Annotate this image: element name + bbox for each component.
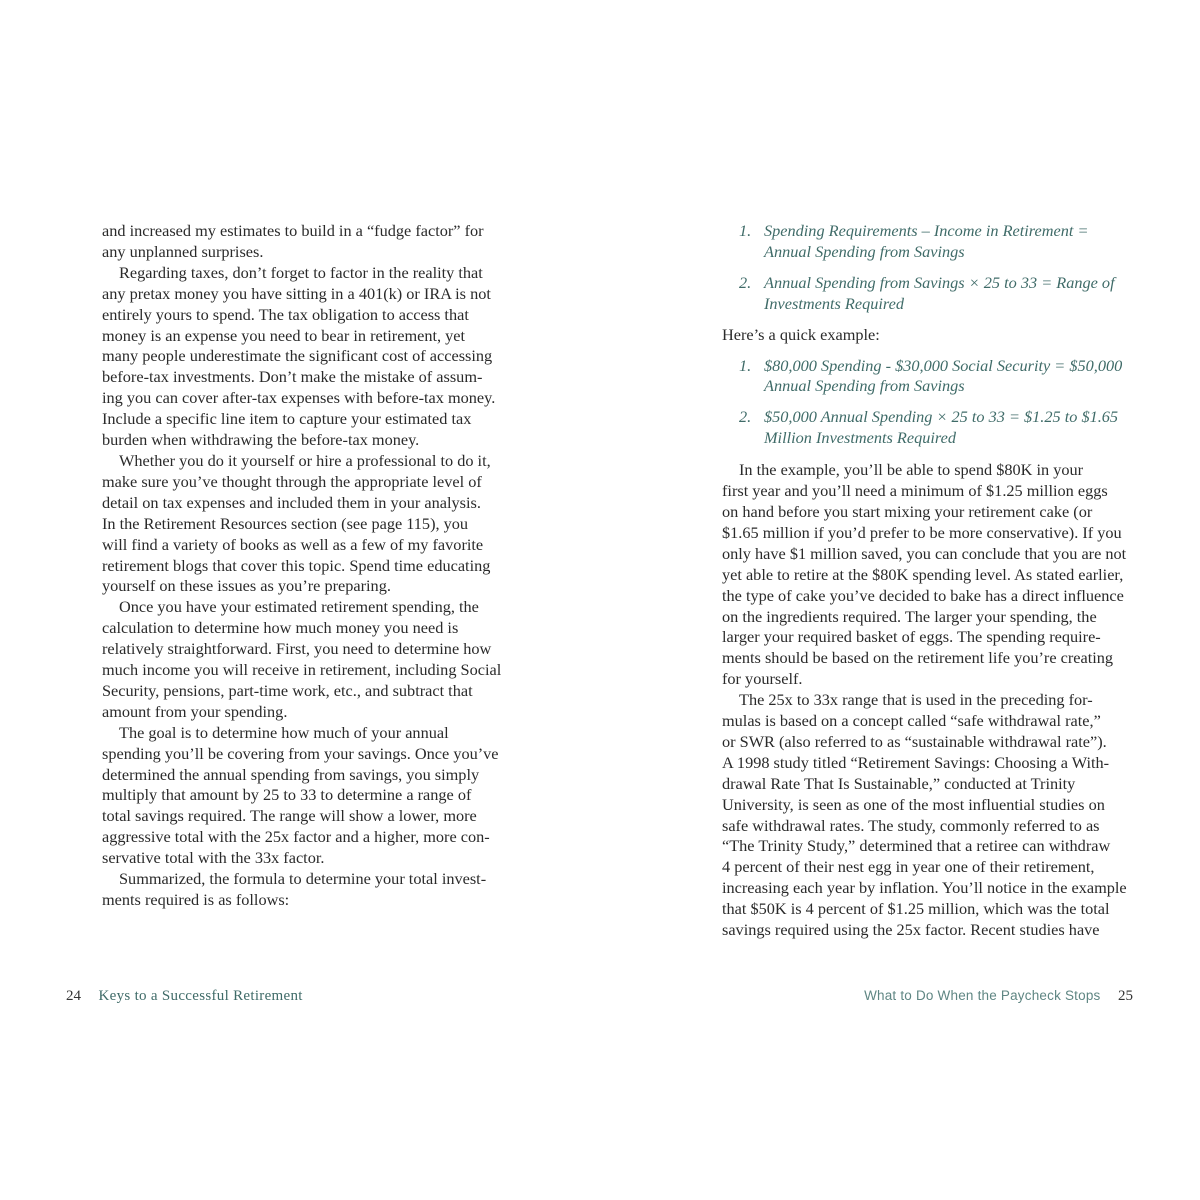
text-line: many people underestimate the significant cost of accessing: [102, 346, 493, 366]
example-item: [722, 356, 1134, 398]
text-line: safe withdrawal rates. The study, commonly referred to as: [722, 815, 1100, 835]
text-line: savings required using the 25x factor. Recent studies have: [722, 920, 1100, 940]
text-line: University, is seen as one of the most influential studies on: [722, 794, 1105, 814]
text-line: servative total with the 33x factor.: [102, 848, 325, 868]
text-line: mulas is based on a concept called “safe withdrawal rate,”: [722, 711, 1101, 731]
text-line: “The Trinity Study,” determined that a retiree can withdraw: [722, 836, 1111, 856]
text-line: amount from your spending.: [102, 701, 288, 721]
text-line: Once you have your estimated retirement spending, the: [119, 597, 479, 617]
text-line: Million Investments Required: [764, 428, 957, 448]
text-line: yet able to retire at the $80K spending level. As stated earlier,: [722, 564, 1124, 584]
text-line: ments should be based on the retirement life you’re creating: [722, 648, 1114, 668]
page-number: 25: [1118, 988, 1133, 1004]
text-line: detail on tax expenses and included them in your analysis.: [102, 492, 481, 512]
text-line: increasing each year by inflation. You’ll notice in the example: [722, 878, 1127, 898]
text-line: before-tax investments. Don’t make the mistake of assum-: [102, 367, 483, 387]
text-line: only have $1 million saved, you can conclude that you are not: [722, 543, 1127, 563]
example-item: [722, 407, 1134, 449]
text-line: 4 percent of their nest egg in year one of their retirement,: [722, 857, 1095, 877]
text-line: The 25x to 33x range that is used in the preceding for-: [739, 690, 1093, 710]
text-line: for yourself.: [722, 669, 803, 689]
list-number: 1.: [739, 221, 752, 240]
text-line: yourself on these issues as you’re preparing.: [102, 576, 391, 596]
paragraph: [722, 325, 1134, 346]
text-line: A 1998 study titled “Retirement Savings: Choosing a With-: [722, 752, 1110, 772]
formula-item: [722, 273, 1134, 315]
text-line: $50,000 Annual Spending × 25 to 33 = $1.25 to $1.65: [764, 407, 1119, 427]
text-line: will find a variety of books as well as a few of my favorite: [102, 534, 484, 554]
text-line: drawal Rate That Is Sustainable,” conducted at Trinity: [722, 773, 1076, 793]
paragraph: [722, 690, 1134, 941]
text-line: much income you will receive in retirement, including Social: [102, 660, 502, 680]
text-line: make sure you’ve thought through the appropriate level of: [102, 471, 482, 491]
paragraph: [102, 869, 512, 911]
text-line: total savings required. The range will show a lower, more: [102, 806, 477, 826]
text-line: on hand before you start mixing your retirement cake (or: [722, 501, 1093, 521]
text-line: ing you can cover after-tax expenses with before-tax money.: [102, 388, 496, 408]
text-line: first year and you’ll need a minimum of $1.25 million eggs: [722, 481, 1108, 501]
text-line: multiply that amount by 25 to 33 to determine a range of: [102, 785, 472, 805]
text-line: any pretax money you have sitting in a 401(k) or IRA is not: [102, 283, 491, 303]
text-line: retirement blogs that cover this topic. Spend time educating: [102, 555, 491, 575]
page-number: 24: [66, 988, 81, 1004]
text-line: Summarized, the formula to determine your total invest-: [119, 869, 487, 889]
text-line: calculation to determine how much money you need is: [102, 618, 459, 638]
running-head: What to Do When the Paycheck Stops: [864, 988, 1101, 1003]
list-number: 2.: [739, 407, 752, 427]
text-line: relatively straightforward. First, you need to determine how: [102, 639, 492, 659]
text-line: Regarding taxes, don’t forget to factor in the reality that: [119, 262, 483, 282]
list-number: 1.: [739, 355, 752, 375]
text-line: money is an expense you need to bear in retirement, yet: [102, 325, 466, 345]
text-line: Annual Spending from Savings: [764, 241, 965, 261]
left-page-body: [102, 221, 512, 911]
text-line: Investments Required: [764, 293, 905, 313]
text-line: on the ingredients required. The larger your spending, the: [722, 606, 1097, 626]
text-line: the type of cake you’ve decided to bake has a direct influence: [722, 585, 1124, 605]
text-line: or SWR (also referred to as “sustainable withdrawal rate”).: [722, 731, 1107, 751]
paragraph: [102, 597, 512, 722]
paragraph: [102, 221, 512, 263]
right-page: [600, 0, 1200, 1200]
text-line: Whether you do it yourself or hire a professional to do it,: [119, 450, 491, 470]
text-line: Annual Spending from Savings × 25 to 33 = Range of: [764, 272, 1115, 292]
text-line: Spending Requirements – Income in Retirement =: [764, 221, 1089, 240]
text-line: $80,000 Spending - $30,000 Social Security = $50,000: [764, 355, 1123, 375]
paragraph: [102, 451, 512, 597]
text-line: $1.65 million if you’d prefer to be more conservative). If you: [722, 522, 1122, 542]
running-head: Keys to a Successful Retirement: [98, 988, 303, 1004]
text-line: Annual Spending from Savings: [764, 376, 965, 396]
text-line: burden when withdrawing the before-tax money.: [102, 430, 420, 450]
text-line: spending you’ll be covering from your savings. Once you’ve: [102, 743, 499, 763]
list-number: 2.: [739, 272, 752, 292]
text-line: larger your required basket of eggs. The spending require-: [722, 627, 1101, 647]
text-line: In the Retirement Resources section (see page 115), you: [102, 513, 469, 533]
formula-item: [722, 221, 1134, 263]
text-line: and increased my estimates to build in a “fudge factor” for: [102, 221, 484, 240]
text-line: that $50K is 4 percent of $1.25 million, which was the total: [722, 899, 1110, 919]
text-line: Include a specific line item to capture your estimated tax: [102, 409, 472, 429]
text-line: any unplanned surprises.: [102, 241, 264, 261]
text-line: entirely yours to spend. The tax obligation to access that: [102, 304, 469, 324]
right-page-body: [722, 221, 1134, 941]
paragraph: [102, 263, 512, 451]
text-line: aggressive total with the 25x factor and a higher, more con-: [102, 827, 490, 847]
example-intro: Here’s a quick example:: [722, 324, 880, 344]
text-line: determined the annual spending from savings, you simply: [102, 764, 480, 784]
paragraph: [722, 460, 1134, 690]
right-footer: [864, 986, 1133, 1007]
text-line: ments required is as follows:: [102, 890, 290, 909]
text-line: In the example, you’ll be able to spend $80K in your: [739, 460, 1084, 480]
text-line: Security, pensions, part-time work, etc., and subtract that: [102, 680, 473, 700]
paragraph: [102, 723, 512, 869]
left-footer: [66, 986, 303, 1007]
text-line: The goal is to determine how much of your annual: [119, 722, 449, 742]
